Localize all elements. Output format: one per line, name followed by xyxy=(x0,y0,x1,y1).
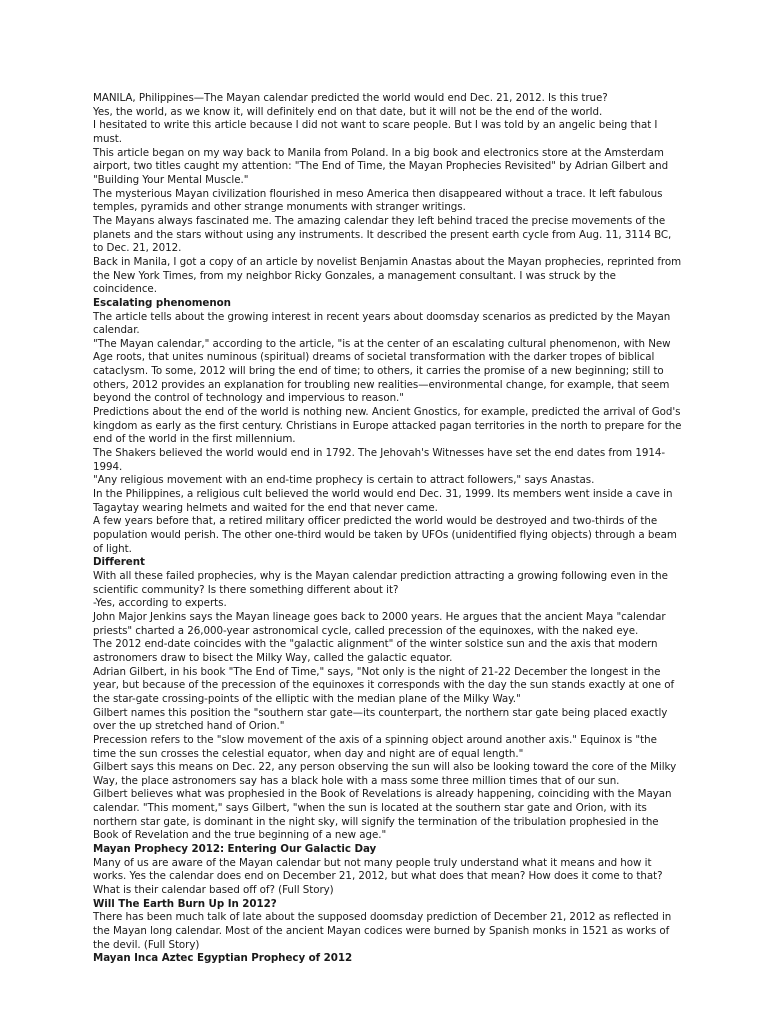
paragraph: A few years before that, a retired military officer predicted the world would be destroyed and two-thirds of the population would perish. The other one-third would be taken by UFOs (unidentified flying objects) through a beam of light. xyxy=(93,515,677,555)
paragraph: John Major Jenkins says the Mayan lineage goes back to 2000 years. He argues that the ancient Maya "calendar priests" charted a 26,000-year astronomical cycle, called precession of the equinoxes, with the naked eye. xyxy=(93,610,666,637)
paragraph: The mysterious Mayan civilization flourished in meso America then disappeared without a trace. It left fabulous temples, pyramids and other strange monuments with stranger writings. xyxy=(93,187,663,214)
paragraph: Gilbert names this position the "southern star gate—its counterpart, the northern star gate being placed exactly over the up stretched hand of Orion." xyxy=(93,706,668,733)
paragraph: Gilbert believes what was prophesied in the Book of Revelations is already happening, coinciding with the Mayan calendar. "This moment," says Gilbert, "when the sun is located at the southern star gate and Orion, with its northern star gate, is dominant in the night sky, will signify the termination of the tribulation prophesied in the Book of Revelation and the true beginning of a new age." xyxy=(93,788,672,842)
section-heading: Escalating phenomenon xyxy=(93,296,231,309)
paragraph: "Any religious movement with an end-time prophecy is certain to attract followers," says Anastas. xyxy=(93,474,595,487)
paragraph: This article began on my way back to Manila from Poland. In a big book and electronics store at the Amsterdam airport, two titles caught my attention: "The End of Time, the Mayan Prophecies Revisited" by Adrian Gilbert and "Building Your Mental Muscle." xyxy=(93,146,669,186)
paragraph: The 2012 end-date coincides with the "galactic alignment" of the winter solstice sun and the axis that modern astronomers draw to bisect the Milky Way, called the galactic equator. xyxy=(93,638,658,664)
paragraph: In the Philippines, a religious cult believed the world would end Dec. 31, 1999. Its members went inside a cave in Tagaytay wearing helmets and waited for the end that never came. xyxy=(93,488,673,514)
paragraph: Precession refers to the "slow movement of the axis of a spinning object around another axis." Equinox is "the time the sun crosses the celestial equator, when day and night are of equal length." xyxy=(93,733,657,760)
paragraph: Back in Manila, I got a copy of an article by novelist Benjamin Anastas about the Mayan prophecies, reprinted from the New York Times, from my neighbor Ricky Gonzales, a management consultant. I was struck by the coincidence. xyxy=(93,255,682,296)
paragraph: The Mayans always fascinated me. The amazing calendar they left behind traced the precise movements of the planets and the stars without using any instruments. It described the present earth cycle from Aug. 11, 3114 BC, to Dec. 21, 2012. xyxy=(93,214,672,255)
paragraph: With all these failed prophecies, why is the Mayan calendar prediction attracting a growing following even in the scientific community? Is there something different about it? xyxy=(93,569,668,596)
paragraph: Yes, the world, as we know it, will definitely end on that date, but it will not be the end of the world. xyxy=(93,105,603,118)
paragraph: The article tells about the growing interest in recent years about doomsday scenarios as predicted by the Mayan calendar. xyxy=(93,310,671,337)
paragraph: -Yes, according to experts. xyxy=(93,597,227,610)
section-heading: Different xyxy=(93,556,145,569)
paragraph: MANILA, Philippines—The Mayan calendar predicted the world would end Dec. 21, 2012. Is this true? xyxy=(93,92,608,104)
paragraph: The Shakers believed the world would end in 1792. The Jehovah's Witnesses have set the end dates from 1914-1994. xyxy=(93,447,666,473)
section-heading: Mayan Prophecy 2012: Entering Our Galactic Day xyxy=(93,843,377,856)
section-heading: Mayan Inca Aztec Egyptian Prophecy of 2012 xyxy=(93,952,353,965)
paragraph: Gilbert says this means on Dec. 22, any person observing the sun will also be looking toward the core of the Milky Way, the place astronomers say has a black hole with a mass some three million times that of our sun. xyxy=(93,761,677,787)
paragraph: Adrian Gilbert, in his book "The End of Time," says, "Not only is the night of 21-22 December the longest in the year, but because of the precession of the equinoxes it corresponds with the day the sun stands exactly at one of the star-gate crossing-points of the elliptic with the median plane of the Milky Way." xyxy=(93,665,675,705)
article-body xyxy=(93,92,683,966)
paragraph: Many of us are aware of the Mayan calendar but not many people truly understand what it means and how it works. Yes the calendar does end on December 21, 2012, but what does that mean? How does it come to that? What is their calendar based off of? (Full Story) xyxy=(93,856,663,897)
paragraph: I hesitated to write this article because I did not want to scare people. But I was told by an angelic being that I must. xyxy=(93,119,658,145)
paragraph: Predictions about the end of the world is nothing new. Ancient Gnostics, for example, predicted the arrival of God's kingdom as early as the first century. Christians in Europe attacked pagan territories in the north to prepare for the end of the world in the first millennium. xyxy=(93,406,682,446)
section-heading: Will The Earth Burn Up In 2012? xyxy=(93,897,277,910)
paragraph: "The Mayan calendar," according to the article, "is at the center of an escalating cultural phenomenon, with New Age roots, that unites numinous (spiritual) dreams of societal transformation with the darker tropes of biblical cataclysm. To some, 2012 will bring the end of time; to others, it carries the promise of a new beginning; still to others, 2012 provides an explanation for troubling new realities—environmental change, for example, that seem beyond the control of technology and impervious to reason." xyxy=(93,337,671,405)
paragraph: There has been much talk of late about the supposed doomsday prediction of December 21, 2012 as reflected in the Mayan long calendar. Most of the ancient Mayan codices were burned by Spanish monks in 1521 as works of the devil. (Full Story) xyxy=(93,911,672,951)
